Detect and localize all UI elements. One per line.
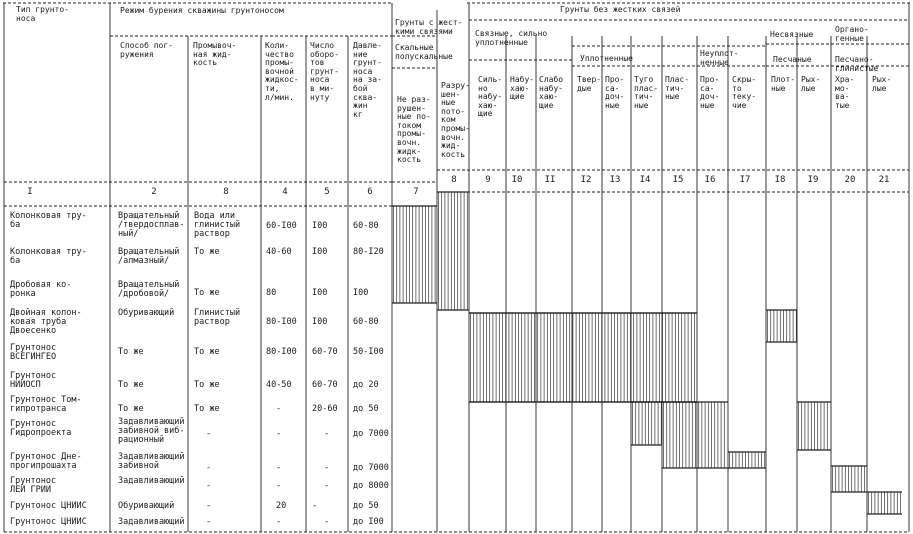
row-10-pressure: до 8000: [353, 481, 389, 491]
row-1-flow: 60-I00: [266, 221, 297, 231]
colnum-16: I6: [704, 175, 716, 185]
row-5-flow: 80-I00: [266, 347, 297, 357]
row-11-method: Обуривающий: [118, 501, 175, 511]
row-6-pressure: до 20: [353, 380, 379, 390]
row-7-method: То же: [118, 404, 144, 414]
header-rpm: Число оборо- тов грунт- носа в ми- нуту: [310, 41, 339, 102]
row-8-type: Грунтонос Гидропроекта: [10, 419, 72, 438]
colnum-7: 7: [413, 187, 419, 197]
colnum-20: 20: [844, 175, 856, 185]
row-2-type: Колонковая тру- ба: [10, 247, 87, 266]
colnum-9: 9: [485, 175, 491, 185]
row-3-type: Дробовая ко- ронка: [10, 280, 72, 299]
row-5-method: То же: [118, 347, 144, 357]
row-4-flow: 80-I00: [266, 317, 297, 327]
row-12-flow: -: [276, 517, 282, 527]
row-12-fluid: -: [206, 517, 212, 527]
colnum-6: 6: [367, 187, 373, 197]
row-2-pressure: 80-I20: [353, 247, 384, 257]
colnum-15: I5: [672, 175, 684, 185]
colnum-13: I3: [609, 175, 621, 185]
colnum-8: 8: [451, 175, 457, 185]
row-9-method: Задавливающий забивной: [118, 452, 185, 471]
header-compacted: Уплотненные: [580, 54, 633, 63]
header-col13: Про- са- доч- ные: [605, 75, 625, 110]
header-col8: Разру- шен- ные пото- ком промы- вочн. жид- кость: [441, 81, 470, 159]
header-organic: Органо- генные: [835, 25, 869, 43]
row-3-method: Вращательный /дробовой/: [118, 280, 180, 299]
header-rigid-group: Грунты с жест- кими связями: [395, 18, 463, 36]
row-10-method: Задавливающий: [118, 476, 185, 486]
row-5-rpm: 60-70: [312, 347, 338, 357]
header-col17: Скры- то теку- чие: [732, 75, 757, 110]
row-6-method: То же: [118, 380, 144, 390]
colnum-17: I7: [739, 175, 751, 185]
header-col11: Слабо набу- хаю- щие: [539, 75, 564, 110]
row-4-rpm: I00: [312, 317, 328, 327]
row-1-method: Вращательный /твердосплав- ный/: [118, 211, 185, 239]
colnum-2: 2: [151, 187, 157, 197]
header-regime: Режим бурения скважины грунтоносом: [120, 6, 284, 15]
header-pressure: Давле- ние грунт- носа на за- бой сква- жин кг: [353, 41, 382, 119]
header-method: Способ пог- ружения: [120, 41, 173, 59]
row-10-type: Грунтонос ЛЕИ ГРИИ: [10, 476, 57, 495]
row-10-fluid: -: [206, 481, 212, 491]
header-col10: Набу- хаю- щие: [510, 75, 535, 102]
row-9-flow: -: [276, 463, 282, 473]
row-5-pressure: 50-I00: [353, 347, 384, 357]
row-1-type: Колонковая тру- ба: [10, 211, 87, 230]
colnum-12: I2: [580, 175, 592, 185]
header-col7: Не раз- рушен- ные по- током промы- вочн. жидк- кость: [397, 95, 431, 165]
colnum-18: I8: [774, 175, 786, 185]
row-11-rpm: -: [312, 501, 318, 511]
colnum-1: I: [27, 187, 33, 197]
row-1-pressure: 60-80: [353, 221, 379, 231]
colnum-4: 4: [282, 187, 288, 197]
header-col14: Туго плас- тич- ные: [634, 75, 659, 110]
row-1-fluid: Вода или глинистый раствор: [194, 211, 241, 239]
row-8-method: Задавливающий забивной виб- рационный: [118, 417, 185, 445]
header-col21: Рых- лые: [872, 75, 892, 93]
colnum-5: 5: [324, 187, 330, 197]
row-9-pressure: до 7000: [353, 463, 389, 473]
row-2-rpm: I00: [312, 247, 328, 257]
row-6-fluid: То же: [194, 380, 220, 390]
row-7-rpm: 20-60: [312, 404, 338, 414]
header-type: Тип грунто- носа: [16, 5, 69, 23]
header-fluid: Промывоч- ная жид- кость: [193, 41, 237, 68]
header-rock: Скальные полускальные: [395, 43, 453, 61]
header-peat: Песчано- глинистые: [835, 55, 879, 73]
row-12-type: Грунтонос ЦНИИС: [10, 517, 87, 527]
row-9-type: Грунтонос Дне- прогипрошахта: [10, 452, 82, 471]
header-soft-group: Грунты без жестких связей: [560, 5, 681, 14]
row-4-fluid: Глинистый раствор: [194, 308, 241, 327]
header-col15: Плас- тич- ные: [665, 75, 690, 102]
row-11-flow: 20: [276, 501, 287, 511]
row-8-rpm: -: [324, 429, 330, 439]
row-3-rpm: I00: [312, 288, 328, 298]
header-noncohesive: Несвязные: [770, 30, 814, 39]
colnum-10: I0: [511, 175, 523, 185]
colnum-21: 21: [878, 175, 890, 185]
colnum-19: I9: [807, 175, 819, 185]
row-9-rpm: -: [324, 463, 330, 473]
row-3-fluid: То же: [194, 288, 220, 298]
row-6-rpm: 60-70: [312, 380, 338, 390]
row-2-method: Вращательный /алмазный/: [118, 247, 180, 266]
row-5-type: Грунтонос ВСЕГИНГЕО: [10, 343, 57, 362]
header-col9: Силь- но набу- хаю- щие: [478, 75, 503, 119]
header-sandy: Песчаные: [773, 55, 812, 64]
header-col20: Хра- мо- ва- тые: [835, 75, 855, 110]
row-3-flow: 80: [266, 288, 277, 298]
row-9-fluid: -: [206, 463, 212, 473]
row-8-fluid: -: [206, 429, 212, 439]
colnum-14: I4: [639, 175, 651, 185]
row-12-method: Задавливающий: [118, 517, 185, 527]
header-cohesive: Связные, сильно уплотненные: [475, 29, 548, 47]
header-uncompacted: Неуплот- ненные: [700, 49, 739, 67]
row-1-rpm: I00: [312, 221, 328, 231]
row-4-type: Двойная колон- ковая труба Двоесенко: [10, 308, 82, 336]
row-2-flow: 40-60: [266, 247, 292, 257]
row-4-pressure: 60-80: [353, 317, 379, 327]
colnum-3: 8: [223, 187, 229, 197]
row-2-fluid: То же: [194, 247, 220, 257]
header-flow: Коли- чество промы- вочной жидкос- ти, л/мин.: [265, 41, 299, 102]
row-12-pressure: до I00: [353, 517, 384, 527]
row-3-pressure: I00: [353, 288, 369, 298]
row-11-pressure: до 50: [353, 501, 379, 511]
row-5-fluid: То же: [194, 347, 220, 357]
row-7-flow: -: [276, 404, 282, 414]
row-10-flow: -: [276, 481, 282, 491]
row-10-rpm: -: [324, 481, 330, 491]
row-12-rpm: -: [324, 517, 330, 527]
row-6-flow: 40-50: [266, 380, 292, 390]
row-8-flow: -: [276, 429, 282, 439]
row-8-pressure: до 7000: [353, 429, 389, 439]
colnum-11: II: [544, 175, 556, 185]
row-11-type: Грунтонос ЦНИИС: [10, 501, 87, 511]
row-7-fluid: То же: [194, 404, 220, 414]
row-6-type: Грунтонос НИИОСП: [10, 371, 57, 390]
header-col19: Рых- лые: [801, 75, 821, 93]
row-4-method: Обуривающий: [118, 308, 175, 318]
header-col18: Плот- ные: [771, 75, 796, 93]
header-col16: Про- са- доч- ные: [700, 75, 720, 110]
row-11-fluid: -: [206, 501, 212, 511]
row-7-pressure: до 50: [353, 404, 379, 414]
header-col12: Твер- дые: [577, 75, 602, 93]
row-7-type: Грунтонос Том- гипротранса: [10, 395, 82, 414]
